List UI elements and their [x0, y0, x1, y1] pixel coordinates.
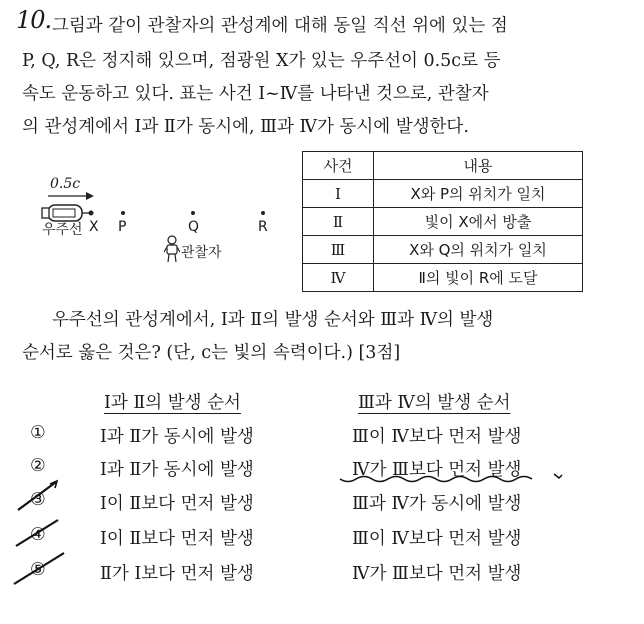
option-col2: Ⅳ가 Ⅲ보다 먼저 발생	[352, 460, 522, 480]
table-header-content: 내용	[374, 152, 583, 180]
x-label: X	[89, 219, 99, 235]
prompt-line-1: 우주선의 관성계에서, Ⅰ과 Ⅱ의 발생 순서와 Ⅲ과 Ⅳ의 발생	[52, 310, 494, 330]
strike-mark-5	[14, 553, 64, 584]
check-mark	[554, 474, 562, 478]
point-q-label: Q	[188, 219, 200, 235]
content-cell: 빛이 X에서 방출	[374, 208, 583, 236]
option-col2: Ⅲ이 Ⅳ보다 먼저 발생	[352, 529, 522, 549]
option-number: ⑤	[30, 560, 46, 580]
table-header-event: 사건	[303, 152, 374, 180]
ship-label: 우주선	[42, 222, 83, 238]
question-number: 10.	[16, 6, 52, 34]
option-col2: Ⅲ이 Ⅳ보다 먼저 발생	[352, 427, 522, 447]
answer-col2-header: Ⅲ과 Ⅳ의 발생 순서	[358, 393, 511, 413]
question-line-2: P, Q, R은 정지해 있으며, 점광원 X가 있는 우주선이 0.5c로 등	[22, 51, 501, 71]
option-number: ①	[30, 423, 46, 443]
option-col1: Ⅰ과 Ⅱ가 동시에 발생	[100, 427, 254, 447]
speed-label: 0.5c	[50, 176, 81, 192]
prompt-line-2: 순서로 옳은 것은? (단, c는 빛의 속력이다.) [3점]	[22, 343, 401, 363]
option-number: ③	[30, 490, 46, 510]
content-cell: X와 Q의 위치가 일치	[374, 236, 583, 264]
option-col1: Ⅱ가 Ⅰ보다 먼저 발생	[100, 564, 254, 584]
event-cell: Ⅲ	[303, 236, 374, 264]
option-col1: Ⅰ이 Ⅱ보다 먼저 발생	[100, 494, 254, 514]
option-col2: Ⅳ가 Ⅲ보다 먼저 발생	[352, 564, 522, 584]
point-r-label: R	[258, 219, 268, 235]
question-line-4: 의 관성계에서 Ⅰ과 Ⅱ가 동시에, Ⅲ과 Ⅳ가 동시에 발생한다.	[22, 117, 469, 137]
strike-mark-3	[18, 482, 56, 510]
observer-label: 관찰자	[181, 245, 222, 261]
content-cell: X와 P의 위치가 일치	[374, 180, 583, 208]
wavy-underline-mark	[340, 477, 532, 482]
option-col1: Ⅰ이 Ⅱ보다 먼저 발생	[100, 529, 254, 549]
event-cell: Ⅳ	[303, 264, 374, 292]
content-cell: Ⅱ의 빛이 R에 도달	[374, 264, 583, 292]
strike-mark-4	[16, 520, 58, 546]
event-cell: Ⅱ	[303, 208, 374, 236]
option-col2: Ⅲ과 Ⅳ가 동시에 발생	[352, 494, 522, 514]
answer-col1-header: Ⅰ과 Ⅱ의 발생 순서	[104, 393, 241, 413]
event-cell: Ⅰ	[303, 180, 374, 208]
option-col1: Ⅰ과 Ⅱ가 동시에 발생	[100, 460, 254, 480]
question-line-3: 속도 운동하고 있다. 표는 사건 Ⅰ~Ⅳ를 나타낸 것으로, 관찰자	[22, 84, 489, 104]
point-p-label: P	[118, 219, 127, 235]
option-number: ②	[30, 456, 46, 476]
option-number: ④	[30, 525, 46, 545]
question-line-1: 그림과 같이 관찰자의 관성계에 대해 동일 직선 위에 있는 점	[52, 16, 508, 36]
